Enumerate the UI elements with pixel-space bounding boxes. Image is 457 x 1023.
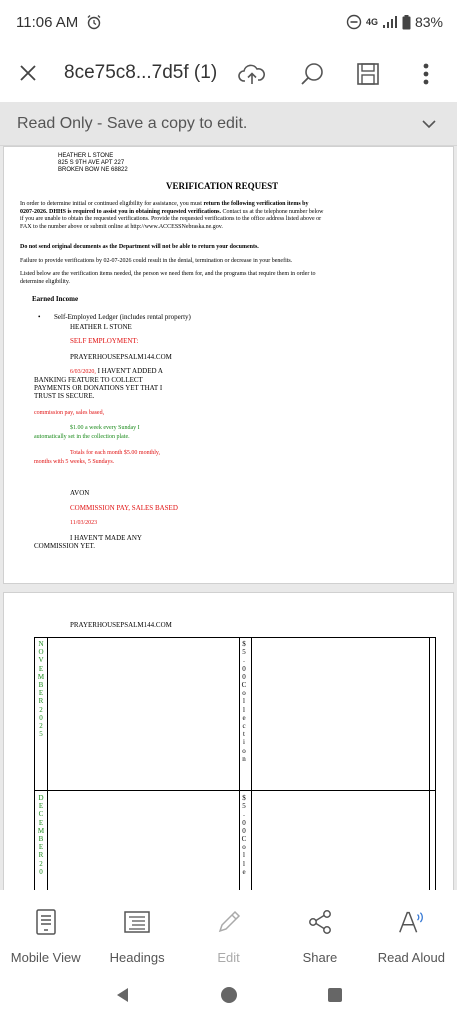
table-cell-char: 5	[39, 730, 43, 739]
more-vertical-icon	[422, 62, 430, 86]
table-cell-char: c	[242, 722, 246, 731]
table-cell-char: 0	[242, 672, 246, 681]
action-label: Mobile View	[10, 950, 81, 965]
website-text: PRAYERHOUSEPSALM144.COM	[70, 621, 172, 629]
table-cell-char: 0	[39, 713, 43, 722]
back-button[interactable]	[114, 986, 132, 1009]
ledger-table	[34, 637, 436, 890]
table-cell-char: E	[38, 843, 44, 852]
document-page-2	[3, 592, 454, 890]
table-cell-char: 2	[39, 859, 43, 868]
section-title: Earned Income	[32, 295, 79, 303]
self-employment-label: SELF EMPLOYMENT:	[70, 337, 139, 345]
note-line: PAYMENTS OR DONATIONS YET THAT I	[34, 384, 163, 392]
table-cell-char: 2	[39, 705, 43, 714]
upload-button[interactable]	[236, 58, 268, 90]
table-cell-char: l	[243, 705, 245, 714]
table-cell-char: i	[243, 738, 245, 747]
table-cell-char: E	[38, 818, 44, 827]
close-button[interactable]	[14, 59, 42, 87]
headings-button[interactable]	[91, 890, 182, 972]
search-icon	[299, 61, 325, 87]
instruction-paragraph	[20, 201, 324, 231]
avon-note: I HAVEN'T MADE ANY	[70, 534, 142, 542]
address-line: HEATHER L STONE	[58, 153, 114, 159]
text-run: 0207-2026. DHHS is required to assist you in obtaining requested verifications.	[20, 208, 222, 215]
note-line: BANKING FEATURE TO COLLECT	[34, 376, 143, 384]
amount-column	[240, 794, 248, 876]
table-cell-char: R	[38, 697, 44, 706]
table-cell-char: M	[37, 672, 45, 681]
table-cell-char: o	[242, 843, 246, 852]
read-aloud-button[interactable]	[366, 890, 457, 972]
text-run: return the following verification items by	[203, 201, 309, 207]
save-button[interactable]	[352, 58, 384, 90]
deadline-paragraph: Failure to provide verifications by 02-07-2026 could result in the denial, termination or decrease in your benefits.	[20, 258, 293, 264]
share-button[interactable]	[274, 890, 365, 972]
table-cell-char: .	[243, 810, 245, 819]
address-line: 825 S 9TH AVE APT 227	[58, 160, 125, 166]
person-name: HEATHER L STONE	[70, 323, 132, 331]
table-cell-char: .	[243, 656, 245, 665]
bullet-marker: •	[38, 313, 41, 321]
table-cell-char: l	[243, 851, 245, 860]
home-button[interactable]	[220, 986, 238, 1009]
month-column	[37, 794, 45, 876]
table-cell-char: o	[242, 689, 246, 698]
bullet-item: Self-Employed Ledger (includes rental property)	[54, 313, 191, 321]
table-cell-char: C	[241, 835, 247, 844]
table-cell-char: 2	[39, 722, 43, 731]
items-paragraph	[20, 271, 316, 286]
table-divider	[35, 790, 435, 791]
table-cell-char: t	[243, 730, 245, 739]
search-button[interactable]	[296, 58, 328, 90]
mobile-view-icon	[32, 908, 60, 936]
action-label: Read Aloud	[377, 950, 445, 965]
action-label: Edit	[217, 950, 240, 965]
mobile-view-button[interactable]	[0, 890, 91, 972]
document-toolbar	[0, 44, 457, 102]
table-cell-char: e	[242, 713, 246, 722]
status-time: 11:06 AM	[16, 13, 79, 31]
read-only-banner[interactable]	[0, 102, 457, 146]
table-cell-char: V	[38, 656, 44, 665]
table-divider	[429, 638, 430, 890]
table-cell-char: B	[38, 681, 44, 690]
avon-note: COMMISSION YET.	[34, 542, 96, 550]
system-navigation-bar	[0, 972, 457, 1023]
back-icon	[114, 986, 132, 1004]
pencil-icon	[215, 908, 243, 936]
battery-level: 83%	[414, 14, 443, 30]
chevron-down-icon[interactable]	[419, 114, 439, 134]
table-cell-char: e	[242, 867, 246, 876]
save-icon	[356, 62, 380, 86]
table-cell-char: R	[38, 851, 44, 860]
do-not-disturb-icon	[346, 14, 362, 30]
weekly-note: $1.00 a week every Sunday I	[70, 425, 140, 431]
text-run: Contact us at the telephone number below	[221, 208, 324, 215]
table-cell-char: C	[38, 810, 44, 819]
table-cell-char: E	[38, 802, 44, 811]
table-cell-char: C	[241, 681, 247, 690]
close-icon	[18, 63, 38, 83]
note-line	[70, 367, 163, 376]
network-type: 4G	[365, 17, 378, 27]
document-view[interactable]	[0, 146, 457, 890]
table-cell-char: $	[242, 794, 246, 802]
table-cell-char: N	[38, 640, 44, 648]
commission-note: commission pay, sales based,	[34, 410, 105, 416]
status-indicators	[346, 14, 443, 30]
table-cell-char: 0	[242, 818, 246, 827]
read-only-text: Read Only - Save a copy to edit.	[17, 114, 248, 132]
bottom-action-bar	[0, 890, 457, 972]
table-cell-char: E	[38, 689, 44, 698]
website-text: PRAYERHOUSEPSALM144.COM	[70, 353, 172, 361]
more-options-button[interactable]	[410, 58, 442, 90]
headings-icon	[123, 908, 151, 936]
table-cell-char: E	[38, 664, 44, 673]
action-label: Headings	[109, 950, 165, 965]
home-icon	[220, 986, 238, 1004]
recents-icon	[327, 987, 343, 1003]
text-run: Listed below are the verification items needed, the person we need them for, and the programs that require them in order to	[20, 271, 316, 277]
table-cell-char: 5	[242, 802, 246, 811]
text-run: In order to determine initial or continued eligibility for assistance, you must	[20, 201, 204, 207]
edit-button[interactable]	[183, 890, 274, 972]
table-cell-char: $	[242, 640, 246, 648]
table-cell-char: l	[243, 697, 245, 706]
status-bar	[0, 0, 457, 44]
text-run: determine eligibility.	[20, 278, 70, 285]
table-cell-char: l	[243, 859, 245, 868]
read-aloud-icon	[397, 908, 425, 936]
text-run: FAX to the number above or submit online at http://www.ACCESSNebraska.ne.gov.	[20, 223, 223, 230]
text-run: I HAVEN'T ADDED A	[95, 367, 163, 375]
table-cell-char: o	[242, 746, 246, 755]
table-cell-char: 5	[242, 648, 246, 657]
table-cell-char: B	[38, 835, 44, 844]
share-icon	[306, 908, 334, 936]
table-cell-char: 0	[242, 664, 246, 673]
recents-button[interactable]	[327, 987, 343, 1008]
table-cell-char: D	[38, 794, 44, 802]
document-page-1	[3, 146, 454, 584]
note-date: 6/03/2020,	[70, 369, 96, 375]
cloud-upload-icon	[237, 62, 267, 86]
warning-paragraph: Do not send original documents as the Department will not be able to return your documents.	[20, 244, 259, 250]
table-cell-char: n	[242, 754, 246, 763]
address-line: BROKEN BOW NE 68822	[58, 167, 128, 173]
weekly-note: automatically set in the collection plate.	[34, 434, 130, 440]
table-cell-char: O	[38, 648, 44, 657]
table-cell-char: 0	[242, 826, 246, 835]
table-cell-char: 0	[39, 867, 43, 876]
document-heading: VERIFICATION REQUEST	[166, 181, 279, 191]
amount-column	[240, 640, 248, 763]
avon-label: AVON	[70, 489, 90, 497]
table-cell-char: M	[37, 826, 45, 835]
text-run: if you are unable to obtain the requested verifications. Provide the requested verifications to the office address listed above or	[20, 216, 322, 222]
alarm-icon	[86, 14, 102, 30]
action-label: Share	[302, 950, 338, 965]
signal-icon	[382, 15, 398, 29]
file-name: 8ce75c8...7d5f (1)	[64, 62, 218, 83]
avon-date: 11/03/2023	[70, 520, 98, 526]
battery-icon	[402, 15, 411, 30]
table-divider	[47, 638, 48, 890]
month-column	[37, 640, 45, 738]
note-line: TRUST IS SECURE.	[34, 392, 95, 400]
totals-note: Totals for each month $5.00 monthly,	[70, 450, 161, 456]
recipient-address	[58, 153, 128, 174]
totals-note: months with 5 weeks, 5 Sundays.	[34, 459, 115, 465]
table-divider	[251, 638, 252, 890]
avon-pay: COMMISSION PAY, SALES BASED	[70, 504, 178, 512]
